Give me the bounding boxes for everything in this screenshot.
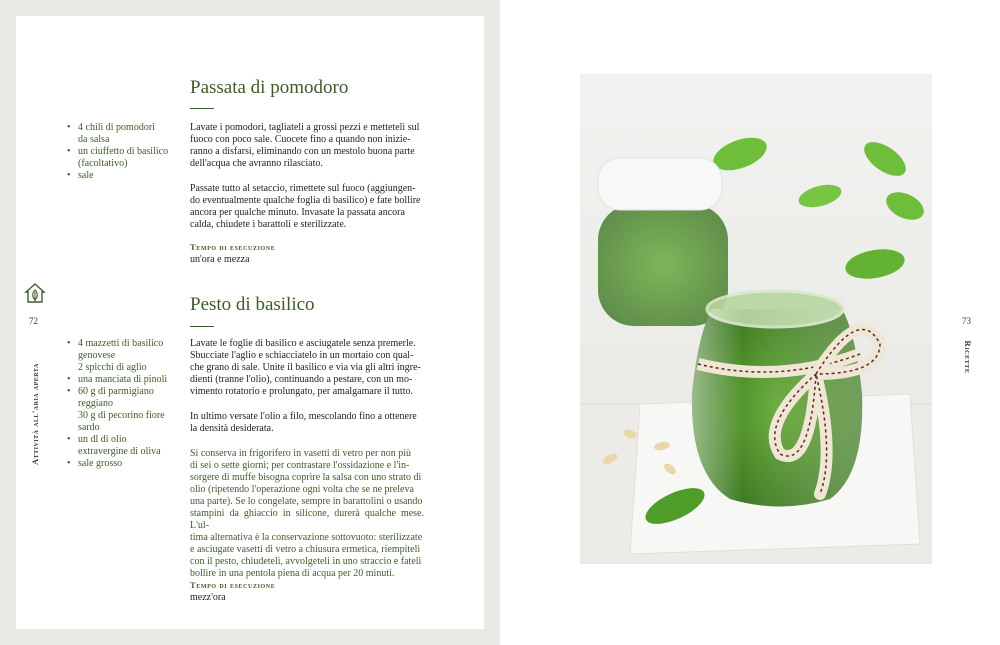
page-number-left: 72 (29, 316, 38, 326)
pesto-jars-photo (580, 74, 932, 564)
ingredient-item-continuation: extravergine di oliva (78, 446, 161, 457)
recipe-paragraph: In ultimo versate l'olio a filo, mescolando fino a ottenere la densità desiderata. (190, 411, 417, 434)
recipe-title-pesto: Pesto di basilico (190, 294, 315, 315)
recipe-title-passata: Passata di pomodoro (190, 77, 349, 98)
ingredient-list-passata (64, 122, 176, 182)
ingredient-item-continuation: 2 spicchi di aglio (78, 362, 147, 373)
ingredient-list-pesto (64, 338, 176, 470)
ingredient-item: • un ciuffetto di basilico (64, 146, 176, 158)
section-title-right: Ricette (963, 340, 973, 374)
section-title-left: Attività all'aria aperta (30, 363, 40, 465)
ingredient-item-continuation: genovese (78, 350, 116, 361)
execution-time-value: mezz'ora (190, 592, 226, 603)
ingredient-item-continuation: 30 g di pecorino fiore (78, 410, 165, 421)
execution-time-label: Tempo di esecuzione (190, 580, 276, 590)
ingredient-item-continuation: (facoltativo) (78, 158, 128, 169)
recipe-paragraph: Lavate i pomodori, tagliateli a grossi pezzi e metteteli sul fuoco con poco sale. Cuocete fino a quando non inizie- ranno a disfarsi, eliminando con un mestolo buona parte dell'acqua che avranno rilasciato. (190, 122, 420, 169)
recipe-paragraph: Passate tutto al setaccio, rimettete sul fuoco (aggiungen- do eventualmente qualche foglia di basilico) e fate bollire ancora per qualche minuto. Invasate la passata ancora calda, chiudete i barattoli e sterilizzate. (190, 183, 421, 230)
ingredient-item: • una manciata di pinoli (64, 374, 176, 386)
house-leaf-icon (24, 282, 46, 304)
title-rule (190, 108, 214, 109)
ingredient-item-continuation: da salsa (78, 134, 110, 145)
back-jar-lid (598, 158, 722, 210)
ingredient-item: • sale (64, 170, 176, 182)
title-rule (190, 326, 214, 327)
execution-time-label: Tempo di esecuzione (190, 242, 276, 252)
ingredient-item: • sale grosso (64, 458, 176, 470)
ingredient-item: • 4 mazzetti di basilico (64, 338, 176, 350)
ingredient-item: • un dl di olio (64, 434, 176, 446)
page-number-right: 73 (962, 316, 971, 326)
ingredient-item-continuation: reggiano (78, 398, 113, 409)
execution-time-value: un'ora e mezza (190, 254, 250, 265)
ingredient-item-continuation: sardo (78, 422, 100, 433)
ingredient-item: • 60 g di parmigiano (64, 386, 176, 398)
ingredient-item: • 4 chili di pomodori (64, 122, 176, 134)
recipe-paragraph: Lavate le foglie di basilico e asciugatele senza premerle. Sbucciate l'aglio e schiacciatelo in un mortaio con qual- che grano di sale. Unite il basilico e via via gli altri ingre- dienti (tranne l'olio), continuando a pestare, con un mo- vimento rotatorio e prolungato, per amalgamare il tutto. (190, 338, 421, 397)
storage-paragraph: Si conserva in frigorifero in vasetti di vetro per non più di sei o sette giorni; per contrastare l'ossidazione e l'in- sorgere di muffe bisogna coprire la salsa con uno strato di olio (ripetendo l'operazione ogni volta che se ne preleva una parte). Se lo congelate, sempre in barattolini o usando stampini da ghiaccio in silicone, durerà qualche mese. L'ul- tima alternativa è la conservazione sottovuoto: sterilizzate e asciugate vasetti di vetro a chiusura ermetica, riempiteli con il pesto, chiudeteli, avvolgeteli in uno straccio e fateli bollire in una pentola piena di acqua per 20 minuti. (190, 448, 424, 579)
